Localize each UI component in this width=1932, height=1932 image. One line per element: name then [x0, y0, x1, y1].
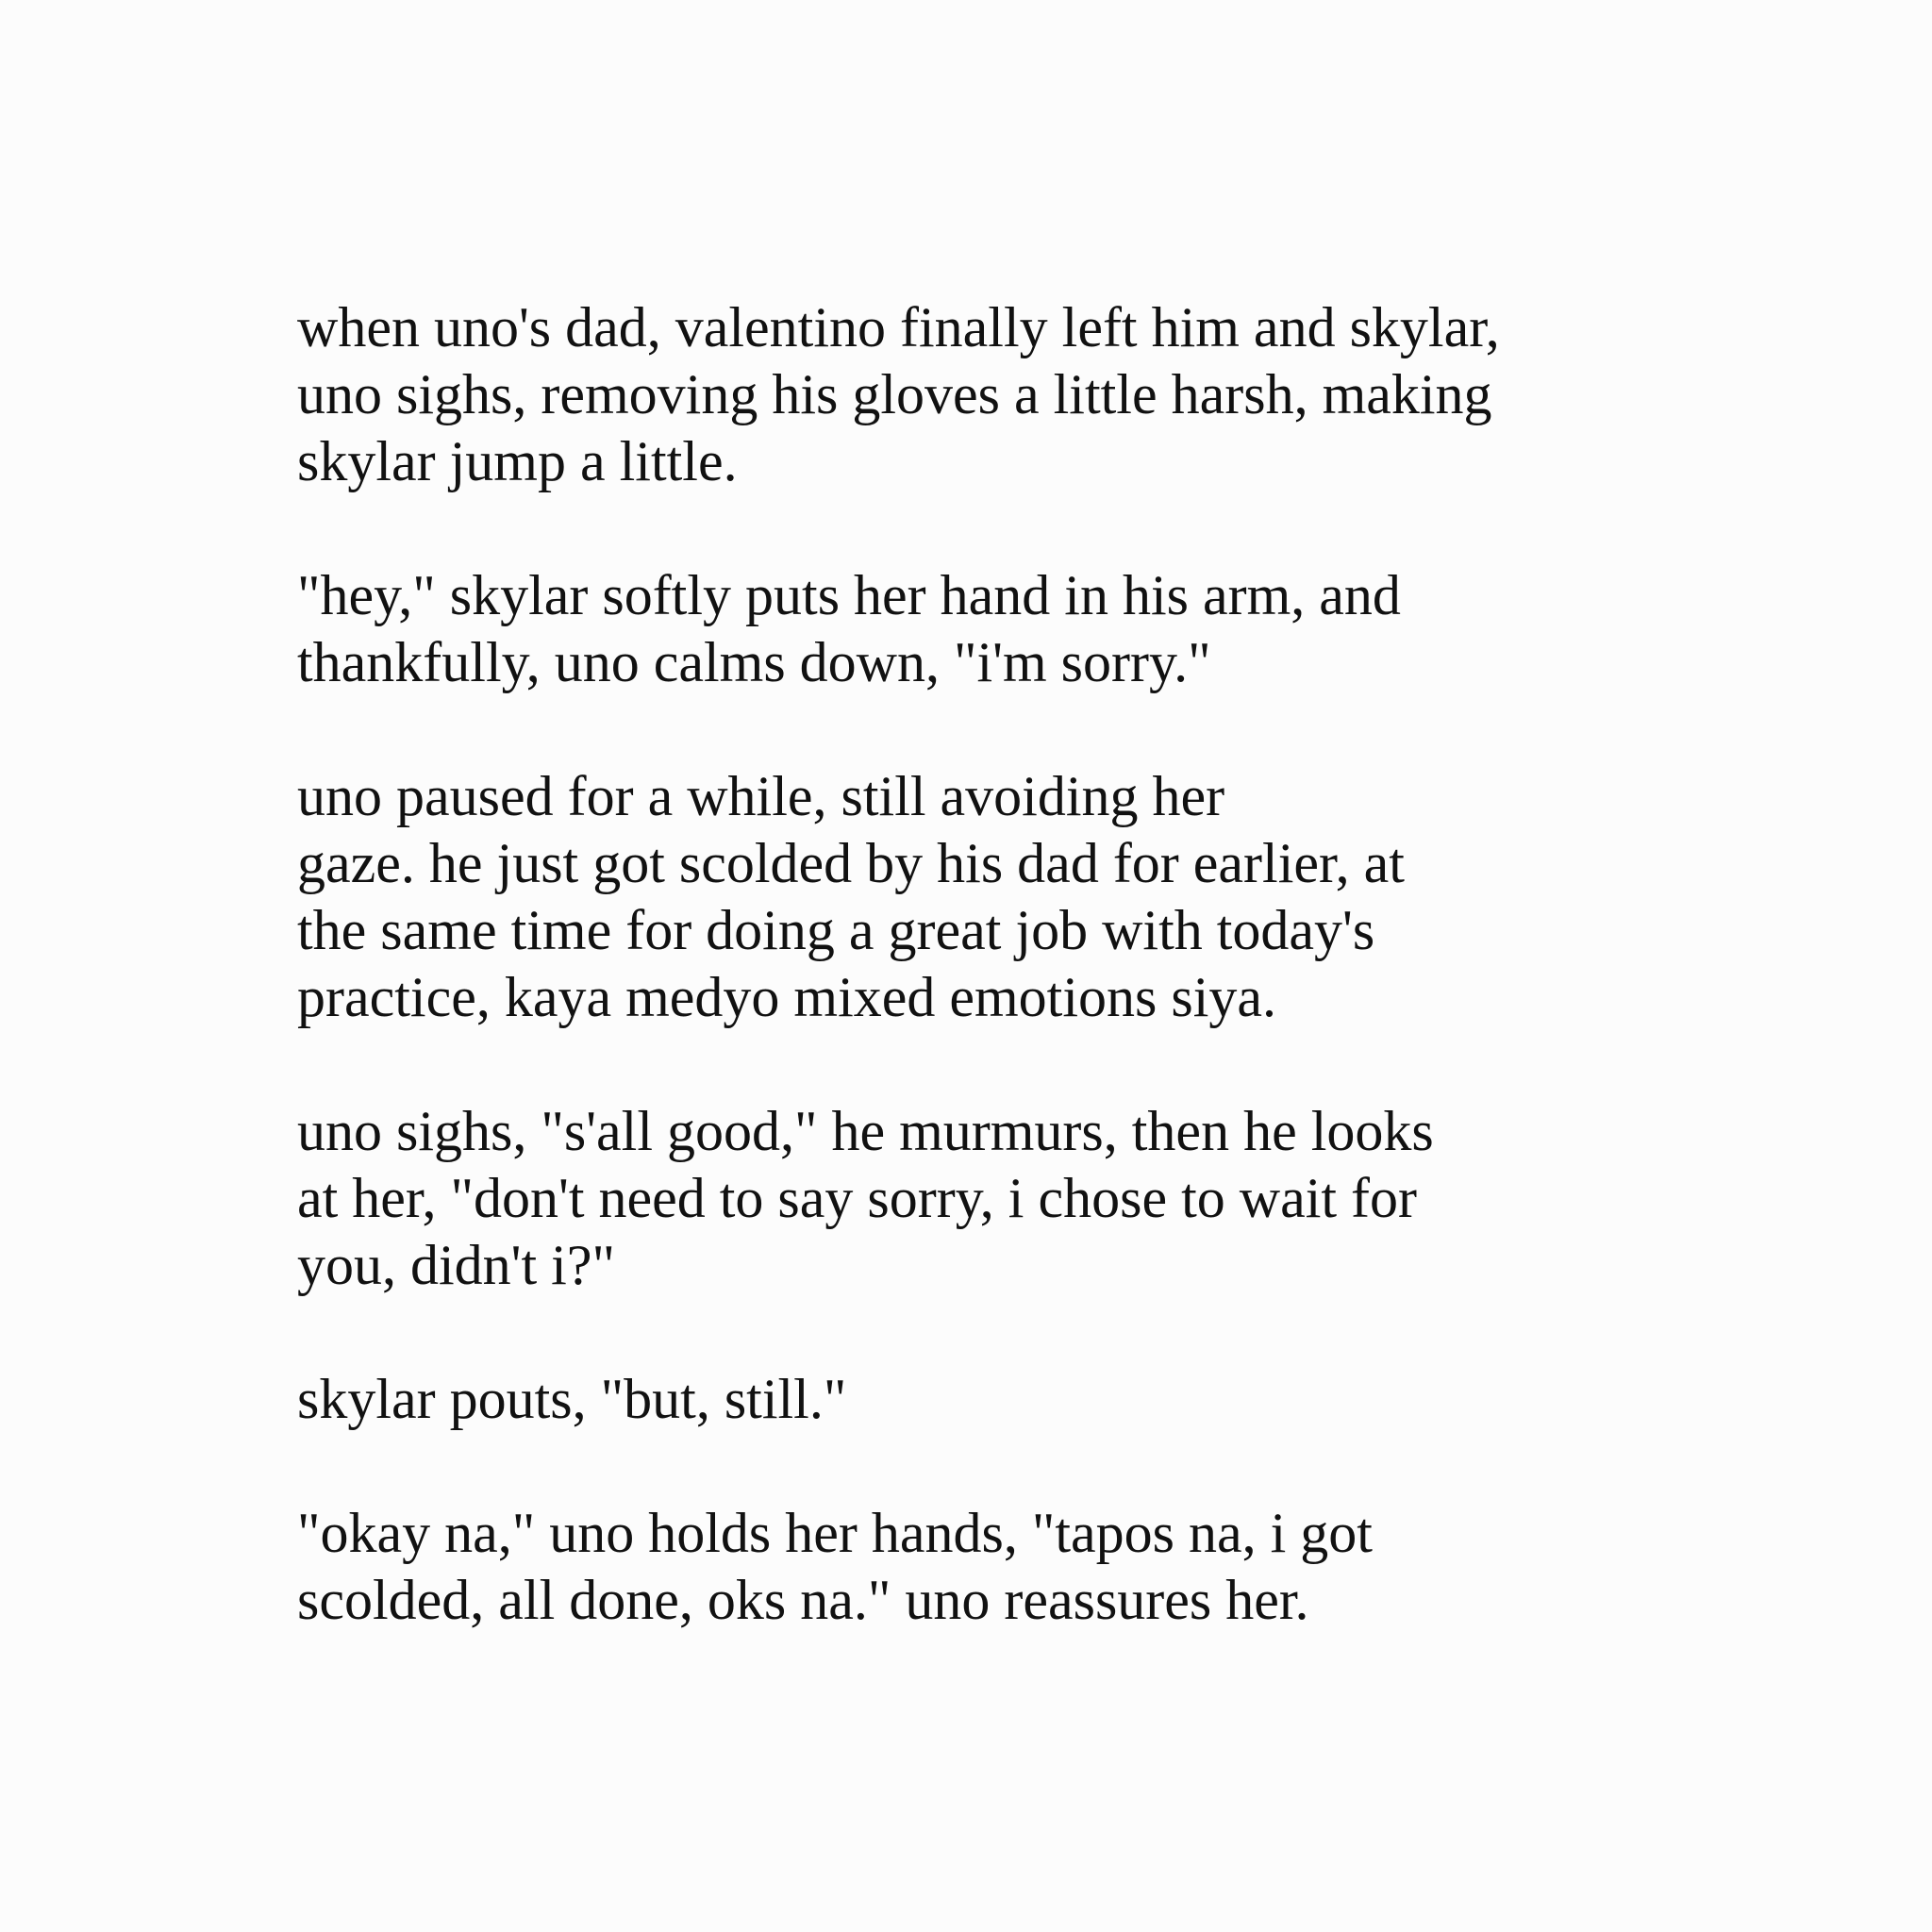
text-line: when uno's dad, valentino finally left him and skylar,: [297, 296, 1500, 358]
text-line: skylar pouts, "but, still.": [297, 1368, 847, 1430]
text-line: uno sighs, "s'all good," he murmurs, then he looks: [297, 1100, 1434, 1162]
text-line: scolded, all done, oks na." uno reassures her.: [297, 1569, 1309, 1631]
text-line: "okay na," uno holds her hands, "tapos na, i got: [297, 1502, 1373, 1564]
text-line: skylar jump a little.: [297, 430, 738, 492]
text-line: the same time for doing a great job with today's: [297, 899, 1375, 961]
story-text: [297, 294, 1693, 1634]
text-line: at her, "don't need to say sorry, i chose to wait for: [297, 1167, 1418, 1229]
text-line: uno sighs, removing his gloves a little harsh, making: [297, 363, 1492, 425]
paragraph-6: [297, 1500, 1693, 1634]
paragraph-4: [297, 1098, 1693, 1299]
text-line: thankfully, uno calms down, "i'm sorry.": [297, 631, 1211, 693]
text-line: gaze. he just got scolded by his dad for earlier, at: [297, 832, 1405, 894]
text-line: practice, kaya medyo mixed emotions siya.: [297, 966, 1277, 1028]
paragraph-5: [297, 1366, 1693, 1433]
paragraph-2: [297, 562, 1693, 696]
text-line: uno paused for a while, still avoiding her: [297, 765, 1225, 827]
paragraph-1: [297, 294, 1693, 495]
text-line: you, didn't i?": [297, 1234, 615, 1296]
paragraph-3: [297, 763, 1693, 1031]
text-line: "hey," skylar softly puts her hand in his arm, and: [297, 564, 1401, 626]
